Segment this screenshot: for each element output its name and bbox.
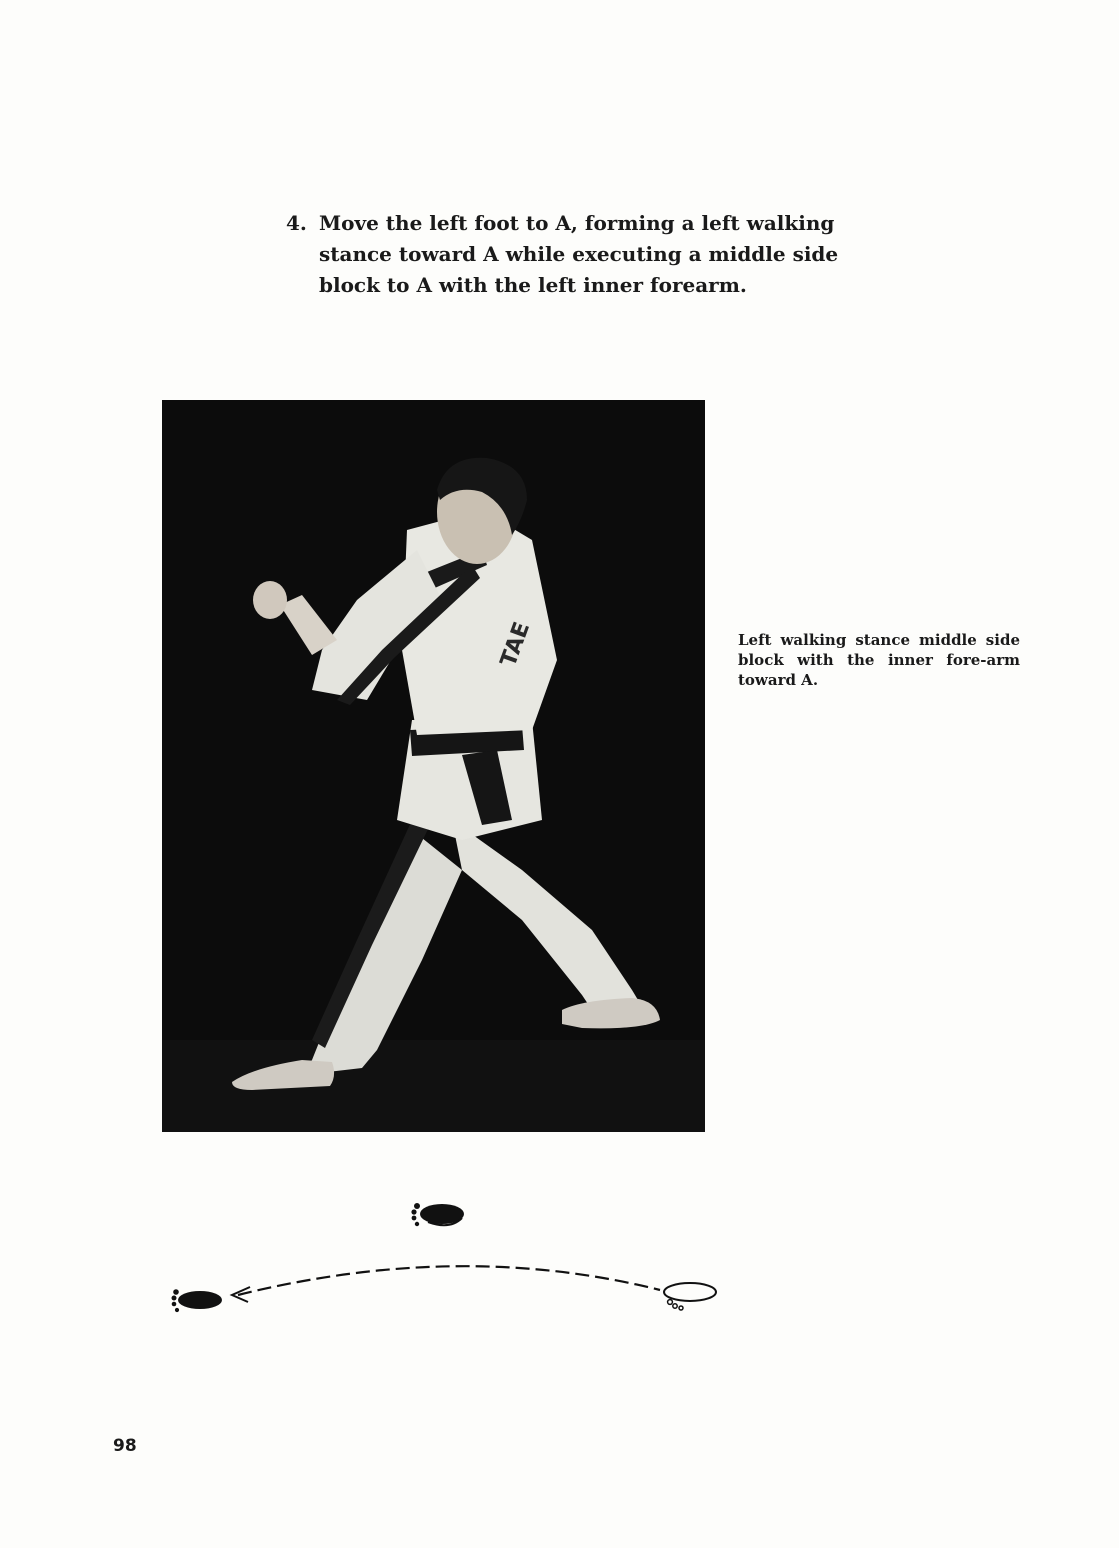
movement-path <box>238 1266 660 1295</box>
step-text: Move the left foot to A, forming a left walking stance toward A while executing a middle side block to A with the left inner forearm. <box>319 211 839 297</box>
photo-caption: Left walking stance middle side block with the inner fore-arm toward A. <box>738 631 1020 689</box>
footwork-diagram <box>160 1180 740 1330</box>
footprint-top-icon <box>411 1203 464 1226</box>
step-number: 4. <box>286 211 307 235</box>
gi-lettering: TAE <box>496 618 536 671</box>
page-number: 98 <box>113 1436 137 1456</box>
stance-photo <box>162 400 705 1132</box>
step-instruction <box>286 208 866 301</box>
footprint-right-icon <box>664 1283 716 1310</box>
footprint-left-icon <box>172 1289 223 1312</box>
